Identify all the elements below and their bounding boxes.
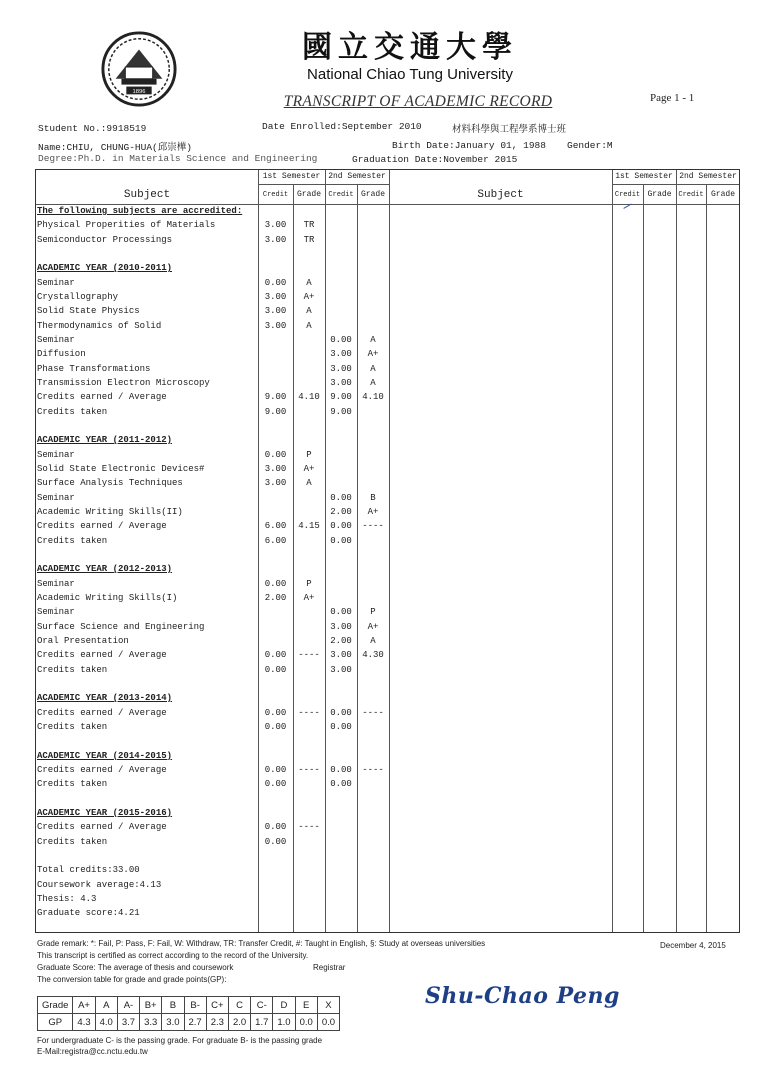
- section-heading: [36, 693, 381, 707]
- cell-sem1-grade: TR: [303, 220, 315, 231]
- table-row: [36, 321, 381, 335]
- section-heading: [36, 751, 381, 765]
- cell-subject: Oral Presentation: [37, 635, 129, 646]
- grade-cell: C: [228, 997, 250, 1014]
- cell-sem2-grade: 4.30: [362, 650, 384, 661]
- cell-subject: Academic Writing Skills(I): [37, 592, 178, 603]
- cell-subject: Seminar: [37, 578, 75, 589]
- cell-sem2-credit: 0.00: [330, 764, 352, 775]
- page-number: Page 1 - 1: [650, 92, 695, 104]
- cell-subject: Transmission Electron Microscopy: [37, 377, 210, 388]
- table-row: [36, 736, 381, 750]
- table-row: [36, 636, 381, 650]
- cell-sem1-credit: 3.00: [264, 220, 287, 231]
- cell-sem1-credit: 0.00: [264, 822, 287, 833]
- cell-subject: Academic Writing Skills(II): [37, 506, 183, 517]
- department-cn: 材料科學與工程學系博士班: [452, 124, 567, 135]
- student-name: Name:CHIU, CHUNG-HUA(邱崇樺): [38, 142, 192, 153]
- cell-sem2-grade: B: [370, 492, 376, 503]
- grade-cell: B: [162, 997, 184, 1014]
- grade-points-table: [37, 996, 340, 1031]
- cell-sem1-grade: A: [306, 306, 312, 317]
- gp-cell: 1.0: [273, 1014, 295, 1031]
- cell-subject: Credits taken: [37, 836, 108, 847]
- cell-sem1-grade: 4.10: [298, 392, 320, 403]
- grade-cell: C-: [251, 997, 273, 1014]
- cell-subject: Seminar: [37, 334, 75, 345]
- sem2-header-right: 2nd Semester: [679, 172, 737, 181]
- subject-header-right: Subject: [477, 189, 524, 201]
- birth-date: Birth Date:January 01, 1988: [392, 140, 546, 151]
- cell-sem2-credit: 0.00: [330, 779, 352, 790]
- cell-sem1-credit: 0.00: [264, 779, 287, 790]
- cell-subject: Credits earned / Average: [37, 764, 167, 775]
- cell-sem1-credit: 9.00: [264, 406, 287, 417]
- table-row: [36, 335, 381, 349]
- cell-sem1-grade: TR: [303, 234, 315, 245]
- table-row: [36, 378, 381, 392]
- table-row: [36, 822, 381, 836]
- graduate-score-note: Graduate Score: The average of thesis and coursework: [37, 963, 234, 972]
- grade-label: Grade: [38, 997, 73, 1014]
- cell-sem2-grade: ----: [362, 707, 384, 718]
- cell-subject: Coursework average:4.13: [37, 879, 162, 890]
- sem1-header-right: 1st Semester: [615, 172, 673, 181]
- table-row: [36, 464, 381, 478]
- cell-subject: Thermodynamics of Solid: [37, 320, 162, 331]
- cell-subject: Credits earned / Average: [37, 392, 167, 403]
- cell-subject: Seminar: [37, 492, 75, 503]
- section-heading: [36, 435, 381, 449]
- cell-sem2-credit: 3.00: [330, 363, 352, 374]
- grade-remark: Grade remark: *: Fail, P: Pass, F: Fail, W: Withdraw, TR: Transfer Credit, #: Taught in English, §: Study at overseas universities: [37, 939, 486, 948]
- table-row: [36, 536, 381, 550]
- cell-sem1-credit: 3.00: [264, 234, 287, 245]
- grade-cell: A+: [73, 997, 95, 1014]
- gp-label: GP: [38, 1014, 73, 1031]
- table-row: [36, 550, 381, 564]
- table-row: [36, 722, 381, 736]
- document-title: TRANSCRIPT OF ACADEMIC RECORD: [283, 93, 553, 110]
- cell-subject: Physical Properities of Materials: [37, 220, 216, 231]
- cell-sem1-grade: A: [306, 277, 312, 288]
- table-row: [36, 837, 381, 851]
- table-row: [36, 450, 381, 464]
- gp-cell: 3.7: [117, 1014, 139, 1031]
- cell-sem2-credit: 0.00: [330, 521, 352, 532]
- cell-subject: Seminar: [37, 449, 75, 460]
- transcript-table: [35, 169, 740, 933]
- cell-sem1-grade: P: [306, 578, 312, 589]
- grade-header: Grade: [647, 190, 672, 199]
- gp-cell: 2.3: [206, 1014, 228, 1031]
- gp-cell: 1.7: [251, 1014, 273, 1031]
- table-row: [36, 306, 381, 320]
- cell-sem2-grade: A: [370, 635, 376, 646]
- cell-sem1-credit: 0.00: [264, 664, 287, 675]
- grade-cell: D: [273, 997, 295, 1014]
- grade-cell: A-: [117, 997, 139, 1014]
- cell-sem2-grade: P: [370, 607, 376, 618]
- table-row: [36, 278, 381, 292]
- cell-subject: Credits taken: [37, 779, 108, 790]
- cell-sem2-credit: 3.00: [330, 621, 352, 632]
- credit-header: Credit: [614, 191, 641, 199]
- cell-sem2-grade: A+: [367, 506, 379, 517]
- table-row: [36, 507, 381, 521]
- gp-cell: 4.0: [95, 1014, 117, 1031]
- table-row: [36, 779, 381, 793]
- degree: Degree:Ph.D. in Materials Science and Engineering: [38, 153, 318, 164]
- table-row: [36, 794, 381, 808]
- grade-cell: X: [317, 997, 339, 1014]
- date-enrolled: Date Enrolled:September 2010: [262, 121, 422, 132]
- cell-subject: Credits earned / Average: [37, 822, 167, 833]
- cell-subject: Credits taken: [37, 406, 108, 417]
- cell-sem2-grade: A: [370, 334, 376, 345]
- cell-sem1-credit: 3.00: [264, 463, 287, 474]
- cell-subject: Crystallography: [37, 291, 119, 302]
- cell-sem1-credit: 2.00: [264, 592, 287, 603]
- grade-cell: E: [295, 997, 317, 1014]
- cell-subject: ACADEMIC YEAR (2010-2011): [37, 263, 173, 274]
- cell-subject: Surface Analysis Techniques: [37, 478, 183, 489]
- cell-subject: ACADEMIC YEAR (2015-2016): [37, 807, 173, 818]
- section-heading: [36, 263, 381, 277]
- cell-subject: Credits taken: [37, 721, 108, 732]
- cell-sem1-grade: A+: [303, 291, 315, 302]
- cell-sem2-grade: A: [370, 363, 376, 374]
- cell-subject: Solid State Electronic Devices#: [37, 463, 205, 474]
- cell-sem1-credit: 0.00: [264, 707, 287, 718]
- cell-subject: Seminar: [37, 277, 75, 288]
- table-row: [36, 622, 381, 636]
- table-row: [36, 292, 381, 306]
- table-row: [36, 851, 381, 865]
- credit-header: Credit: [678, 191, 704, 199]
- cell-subject: Phase Transformations: [37, 363, 151, 374]
- registrar-email: E-Mail:registra@cc.nctu.edu.tw: [37, 1047, 148, 1056]
- cell-sem1-credit: 9.00: [264, 392, 287, 403]
- table-row: [36, 764, 384, 779]
- gender: Gender:M: [567, 140, 613, 151]
- cell-sem2-credit: 0.00: [330, 607, 352, 618]
- conversion-note: The conversion table for grade and grade points(GP):: [37, 975, 227, 984]
- cell-subject: Diffusion: [37, 349, 86, 360]
- table-row: [36, 707, 384, 722]
- table-row: [36, 650, 384, 664]
- cell-sem2-credit: 3.00: [330, 377, 352, 388]
- table-row: [36, 493, 381, 507]
- cell-subject: Semiconductor Processings: [37, 234, 173, 245]
- cell-sem2-credit: 9.00: [330, 406, 352, 417]
- grade-cell: B+: [140, 997, 162, 1014]
- table-row: [36, 392, 384, 406]
- table-row: [36, 407, 381, 421]
- cell-subject: Credits earned / Average: [37, 707, 167, 718]
- cell-subject: Thesis: 4.3: [37, 893, 97, 904]
- table-row: [36, 220, 381, 234]
- cell-subject: Solid State Physics: [37, 306, 140, 317]
- grade-cell: A: [95, 997, 117, 1014]
- cell-sem1-grade: A: [306, 478, 312, 489]
- cell-subject: Credits earned / Average: [37, 521, 167, 532]
- grade-cell: C+: [206, 997, 228, 1014]
- cell-sem1-credit: 3.00: [264, 320, 287, 331]
- cell-subject: ACADEMIC YEAR (2012-2013): [37, 564, 173, 575]
- table-row: [36, 665, 381, 679]
- credit-header: Credit: [328, 191, 354, 199]
- gp-cell: 4.3: [73, 1014, 95, 1031]
- cell-sem2-credit: 3.00: [330, 664, 352, 675]
- gp-cell: 0.0: [317, 1014, 339, 1031]
- grade-header: Grade: [710, 190, 735, 199]
- cell-sem1-grade: 4.15: [298, 521, 320, 532]
- cell-sem1-grade: ----: [298, 764, 320, 775]
- cell-sem1-grade: ----: [298, 707, 320, 718]
- cell-sem2-grade: A: [370, 377, 376, 388]
- cell-sem2-credit: 0.00: [330, 535, 352, 546]
- cell-subject: ACADEMIC YEAR (2014-2015): [37, 750, 173, 761]
- gp-cell: 3.3: [140, 1014, 162, 1031]
- cell-sem1-credit: 6.00: [264, 521, 287, 532]
- table-row: [36, 349, 381, 363]
- graduation-date: Graduation Date:November 2015: [352, 154, 518, 165]
- cell-sem1-credit: 0.00: [264, 578, 287, 589]
- section-heading: [36, 206, 381, 220]
- cell-sem2-credit: 3.00: [330, 650, 352, 661]
- grade-row: [38, 997, 340, 1014]
- cell-sem1-credit: 0.00: [264, 721, 287, 732]
- registrar-signature: Shu-Chao Peng: [425, 983, 620, 1009]
- cell-subject: Graduate score:4.21: [37, 908, 140, 919]
- cell-sem1-credit: 3.00: [264, 478, 287, 489]
- university-name-cn: 國立交通大學: [302, 30, 518, 65]
- cell-sem2-grade: ----: [362, 521, 384, 532]
- cell-sem2-grade: ----: [362, 764, 384, 775]
- cell-sem1-grade: ----: [298, 822, 320, 833]
- cell-sem2-credit: 0.00: [330, 334, 352, 345]
- university-logo: [100, 30, 178, 108]
- cell-sem2-credit: 2.00: [330, 506, 352, 517]
- gp-cell: 3.0: [162, 1014, 184, 1031]
- cell-sem2-credit: 0.00: [330, 721, 352, 732]
- grade-header: Grade: [296, 190, 321, 199]
- cell-subject: Credits taken: [37, 535, 108, 546]
- table-row: [36, 865, 381, 879]
- cell-sem1-credit: 3.00: [264, 291, 287, 302]
- cell-sem2-grade: A+: [367, 621, 379, 632]
- subject-header-left: Subject: [123, 189, 171, 201]
- cell-sem1-grade: A: [306, 320, 312, 331]
- section-heading: [36, 564, 381, 578]
- university-name-en: National Chiao Tung University: [307, 66, 513, 83]
- cell-sem2-grade: A+: [367, 349, 379, 360]
- grade-cell: B-: [184, 997, 206, 1014]
- grade-header: Grade: [360, 190, 385, 199]
- cell-sem1-credit: 0.00: [264, 449, 287, 460]
- sem2-header-left: 2nd Semester: [328, 172, 386, 181]
- cell-sem2-grade: 4.10: [362, 392, 384, 403]
- table-row: [36, 894, 381, 908]
- cell-sem2-credit: 2.00: [330, 635, 352, 646]
- cell-sem1-credit: 0.00: [264, 836, 287, 847]
- table-row: [36, 607, 381, 621]
- cell-sem1-grade: P: [306, 449, 312, 460]
- table-row: [36, 593, 381, 607]
- logo-year: 1896: [132, 88, 146, 95]
- cell-subject: Credits earned / Average: [37, 650, 167, 661]
- cell-subject: ACADEMIC YEAR (2013-2014): [37, 693, 173, 704]
- cell-sem1-grade: A+: [303, 592, 315, 603]
- gp-cell: 2.0: [228, 1014, 250, 1031]
- gp-cell: 2.7: [184, 1014, 206, 1031]
- table-row: [36, 908, 381, 922]
- credit-header: Credit: [262, 191, 289, 199]
- issue-date: December 4, 2015: [660, 941, 726, 950]
- table-row: [36, 235, 381, 249]
- cell-sem1-credit: 0.00: [264, 650, 287, 661]
- certified-note: This transcript is certified as correct according to the record of the University.: [37, 951, 309, 960]
- table-row: [36, 364, 381, 378]
- cell-sem2-credit: 0.00: [330, 707, 352, 718]
- cell-sem1-credit: 0.00: [264, 764, 287, 775]
- cell-subject: Seminar: [37, 607, 75, 618]
- student-number: Student No.:9918519: [38, 123, 147, 134]
- cell-subject: Total credits:33.00: [37, 865, 140, 876]
- cell-sem1-credit: 6.00: [264, 535, 287, 546]
- gp-row: [38, 1014, 340, 1031]
- table-row: [36, 478, 381, 492]
- cell-subject: Credits taken: [37, 664, 108, 675]
- table-row: [36, 579, 381, 593]
- registrar-label: Registrar: [313, 963, 346, 972]
- table-row: [36, 249, 381, 263]
- cell-subject: Surface Science and Engineering: [37, 621, 205, 632]
- sem1-header-left: 1st Semester: [262, 172, 321, 181]
- cell-sem1-grade: ----: [298, 650, 320, 661]
- cell-subject: The following subjects are accredited:: [37, 206, 243, 216]
- cell-subject: ACADEMIC YEAR (2011-2012): [37, 435, 173, 446]
- cell-sem1-credit: 3.00: [264, 306, 287, 317]
- cell-sem1-credit: 0.00: [264, 277, 287, 288]
- table-row: [36, 521, 384, 535]
- section-heading: [36, 808, 381, 822]
- passing-grade-note: For undergraduate C- is the passing grade. For graduate B- is the passing grade: [37, 1036, 323, 1045]
- table-row: [36, 880, 381, 894]
- gp-cell: 0.0: [295, 1014, 317, 1031]
- cell-sem1-grade: A+: [303, 463, 315, 474]
- table-row: [36, 421, 381, 435]
- cell-sem2-credit: 0.00: [330, 492, 352, 503]
- cell-sem2-credit: 9.00: [330, 392, 352, 403]
- table-row: [36, 679, 381, 693]
- cell-sem2-credit: 3.00: [330, 349, 352, 360]
